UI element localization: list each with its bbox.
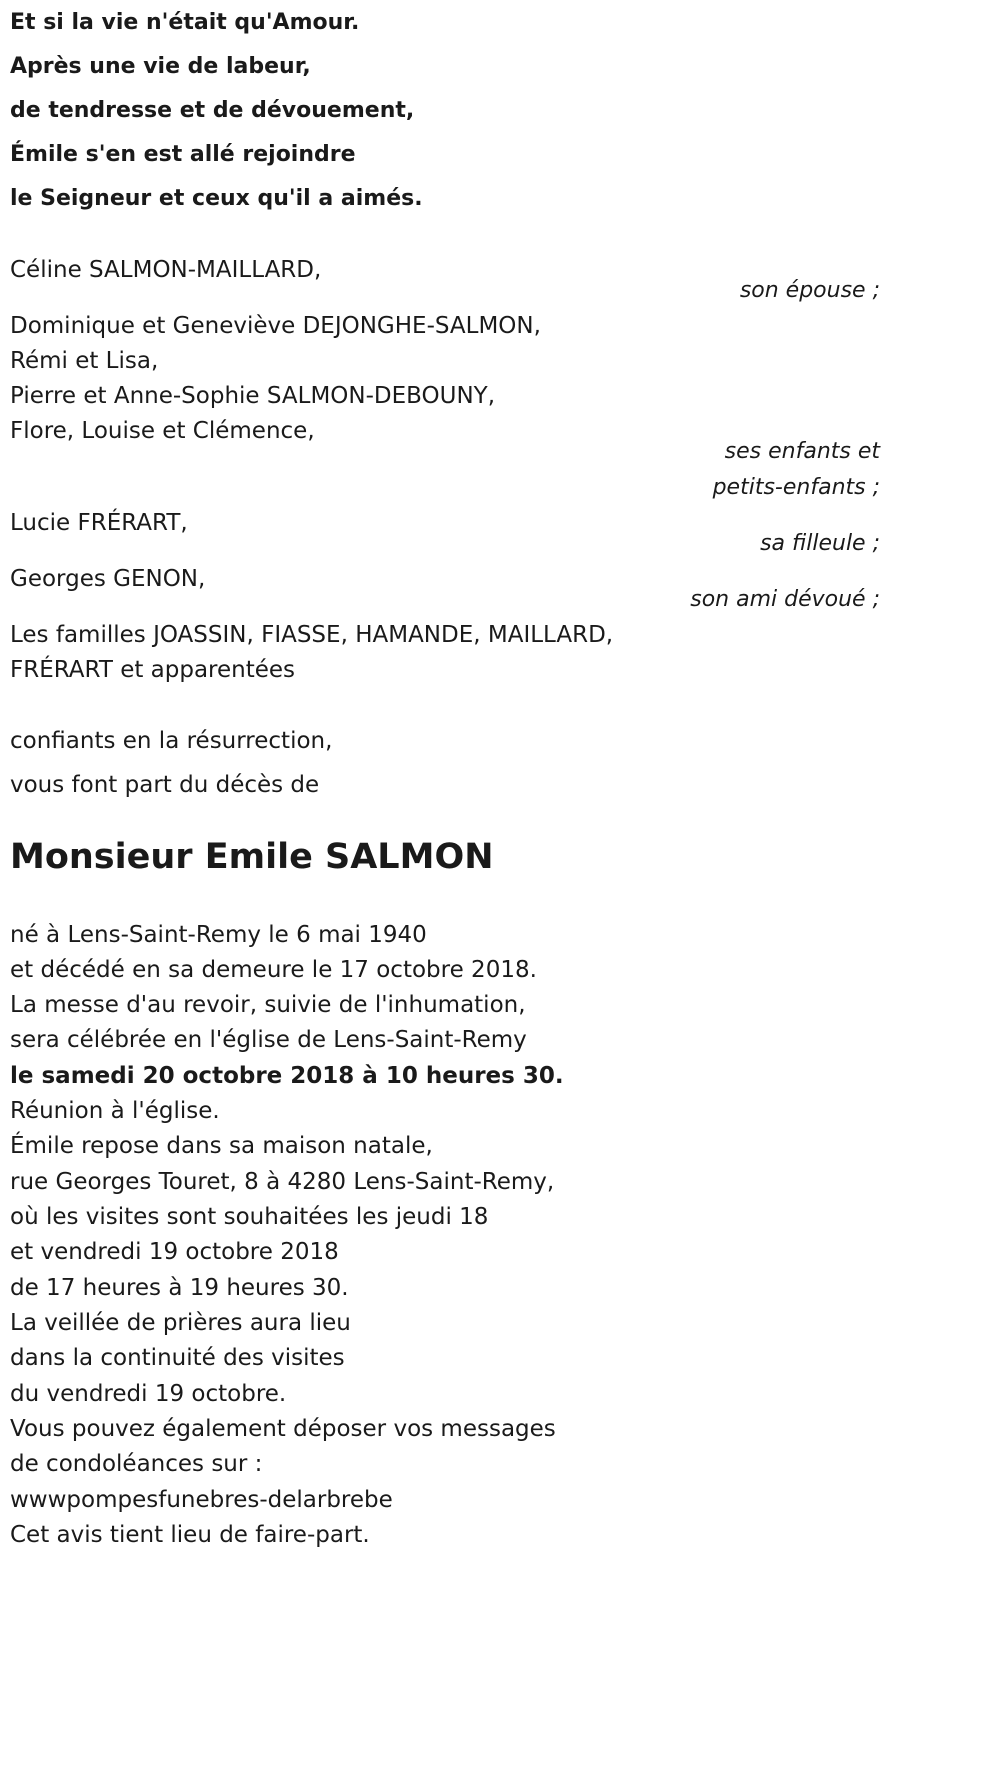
poem-line: Émile s'en est allé rejoindre bbox=[10, 142, 356, 167]
child-line: Flore, Louise et Clémence, bbox=[10, 418, 315, 444]
poem-line: le Seigneur et ceux qu'il a aimés. bbox=[10, 186, 423, 211]
detail-line: sera célébrée en l'église de Lens-Saint-Remy bbox=[10, 1027, 527, 1053]
child-line: Pierre et Anne-Sophie SALMON-DEBOUNY, bbox=[10, 383, 496, 409]
children-role: ses enfants et bbox=[724, 439, 880, 464]
goddaughter-role: sa filleule ; bbox=[760, 531, 880, 556]
detail-line: La veillée de prières aura lieu bbox=[10, 1310, 351, 1336]
detail-line: Réunion à l'église. bbox=[10, 1098, 220, 1124]
detail-line: né à Lens-Saint-Remy le 6 mai 1940 bbox=[10, 922, 427, 948]
detail-line: La messe d'au revoir, suivie de l'inhumation, bbox=[10, 992, 526, 1018]
children-role: petits-enfants ; bbox=[712, 475, 880, 500]
detail-line: Cet avis tient lieu de faire-part. bbox=[10, 1522, 370, 1548]
detail-line: de condoléances sur : bbox=[10, 1451, 263, 1477]
detail-line: Vous pouvez également déposer vos messages bbox=[10, 1416, 556, 1442]
spouse-role: son épouse ; bbox=[739, 278, 880, 303]
families-line: FRÉRART et apparentées bbox=[10, 657, 296, 683]
announcement-line: vous font part du décès de bbox=[10, 772, 320, 798]
poem-line: de tendresse et de dévouement, bbox=[10, 98, 415, 123]
deceased-name: Monsieur Emile SALMON bbox=[10, 837, 494, 877]
detail-line: Émile repose dans sa maison natale, bbox=[10, 1133, 433, 1159]
friend-role: son ami dévoué ; bbox=[690, 587, 880, 612]
detail-line: rue Georges Touret, 8 à 4280 Lens-Saint-Remy, bbox=[10, 1169, 555, 1195]
detail-line: et décédé en sa demeure le 17 octobre 2018. bbox=[10, 957, 537, 983]
announcement-line: confiants en la résurrection, bbox=[10, 728, 333, 754]
detail-line: du vendredi 19 octobre. bbox=[10, 1381, 287, 1407]
child-line: Rémi et Lisa, bbox=[10, 348, 159, 374]
ceremony-date: le samedi 20 octobre 2018 à 10 heures 30. bbox=[10, 1063, 564, 1089]
spouse-name: Céline SALMON-MAILLARD, bbox=[10, 257, 322, 283]
detail-line: dans la continuité des visites bbox=[10, 1345, 345, 1371]
poem-line: Et si la vie n'était qu'Amour. bbox=[10, 10, 360, 35]
child-line: Dominique et Geneviève DEJONGHE-SALMON, bbox=[10, 313, 541, 339]
poem-line: Après une vie de labeur, bbox=[10, 54, 311, 79]
goddaughter-name: Lucie FRÉRART, bbox=[10, 510, 188, 536]
detail-line: où les visites sont souhaitées les jeudi 18 bbox=[10, 1204, 489, 1230]
detail-line: et vendredi 19 octobre 2018 bbox=[10, 1239, 339, 1265]
condolences-website: wwwpompesfunebres-delarbrebe bbox=[10, 1487, 393, 1513]
detail-line: de 17 heures à 19 heures 30. bbox=[10, 1275, 349, 1301]
friend-name: Georges GENON, bbox=[10, 566, 206, 592]
families-line: Les familles JOASSIN, FIASSE, HAMANDE, MAILLARD, bbox=[10, 622, 614, 648]
